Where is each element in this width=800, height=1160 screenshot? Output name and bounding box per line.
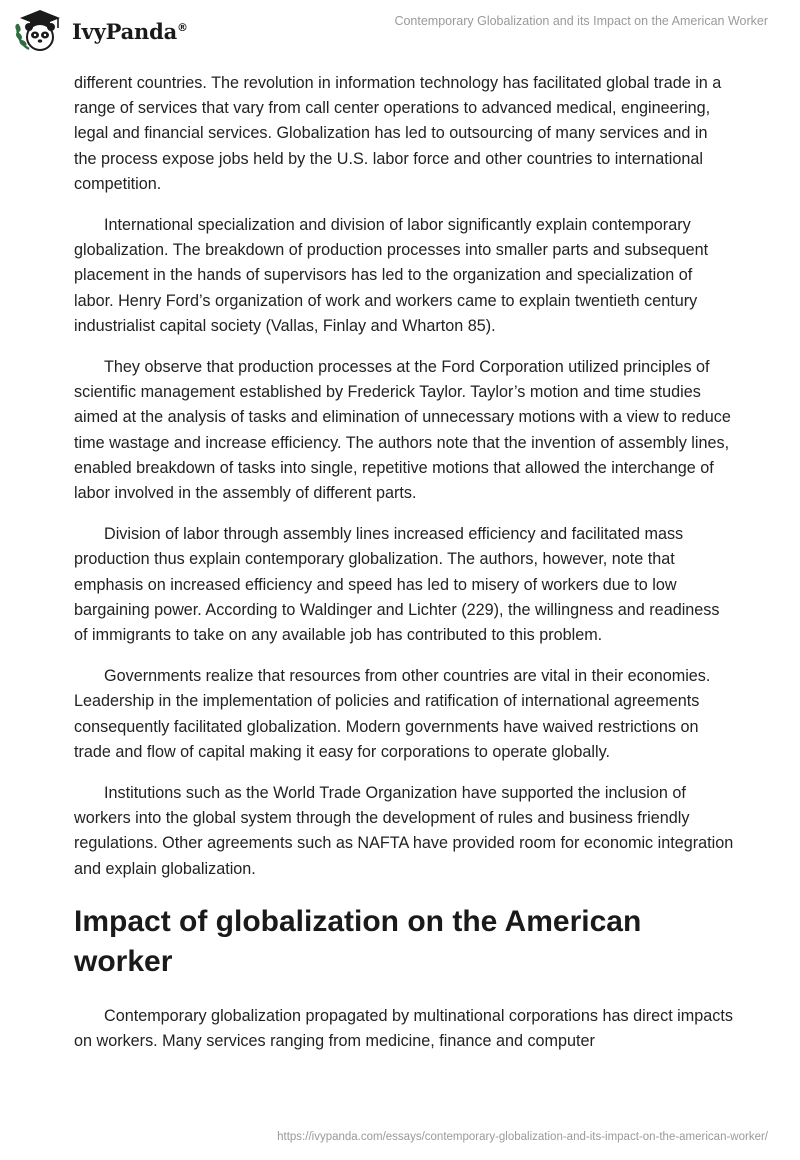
paragraph: International specialization and division of labor significantly explain contemporary globalization. The breakdown of production processes into smaller parts and subsequent placement in the hands of supervisors has led to the organization and specialization of labor. Henry Ford’s organization of work and workers came to explain twentieth century industrialist capital society (Vallas, Finlay and Wharton 85). (74, 216, 709, 335)
section-heading: Impact of globalization on the American worker (74, 904, 642, 978)
panda-graduation-cap-icon (14, 8, 66, 54)
ivypanda-logo[interactable] (14, 8, 188, 54)
document-title: Contemporary Globalization and its Impact on the American Worker (394, 14, 768, 28)
paragraph: Division of labor through assembly lines increased efficiency and facilitated mass production thus explain contemporary globalization. The authors, however, note that emphasis on increased efficiency and speed has led to misery of workers due to low bargaining power. According to Waldinger and Lichter (229), the willingness and readiness of immigrants to take on any available job has contributed to this problem. (74, 525, 720, 645)
page-header (0, 0, 800, 62)
essay-body (74, 71, 734, 1070)
source-url-link[interactable]: https://ivypanda.com/essays/contemporary-globalization-and-its-impact-on-the-american-worker/ (277, 1131, 768, 1143)
paragraph: different countries. The revolution in information technology has facilitated global trade in a range of services that vary from call center operations to advanced medical, engineering, legal and financial services. Globalization has led to outsourcing of many services and in the process expose jobs held by the U.S. labor force and other countries to international competition. (74, 74, 722, 193)
paragraph: Institutions such as the World Trade Organization have supported the inclusion of workers into the global system through the development of rules and business friendly regulations. Other agreements such as NAFTA have provided room for economic integration and explain globalization. (74, 784, 734, 878)
brand-name: IvyPanda® (72, 18, 188, 44)
paragraph: Governments realize that resources from other countries are vital in their economies. Leadership in the implementation of policies and ratification of international agreements consequently facilitated globalization. Modern governments have waived restrictions on trade and flow of capital making it easy for corporations to operate globally. (74, 667, 711, 761)
paragraph: Contemporary globalization propagated by multinational corporations has direct impacts on workers. Many services ranging from medicine, finance and computer (74, 1006, 733, 1051)
paragraph: They observe that production processes at the Ford Corporation utilized principles of scientific management established by Frederick Taylor. Taylor’s motion and time studies aimed at the analysis of tasks and elimination of unnecessary motions with a view to reduce time wastage and increase efficiency. The authors note that the invention of assembly lines, enabled breakdown of tasks into single, repetitive motions that allowed the interchange of labor involved in the assembly of different parts. (74, 358, 731, 503)
